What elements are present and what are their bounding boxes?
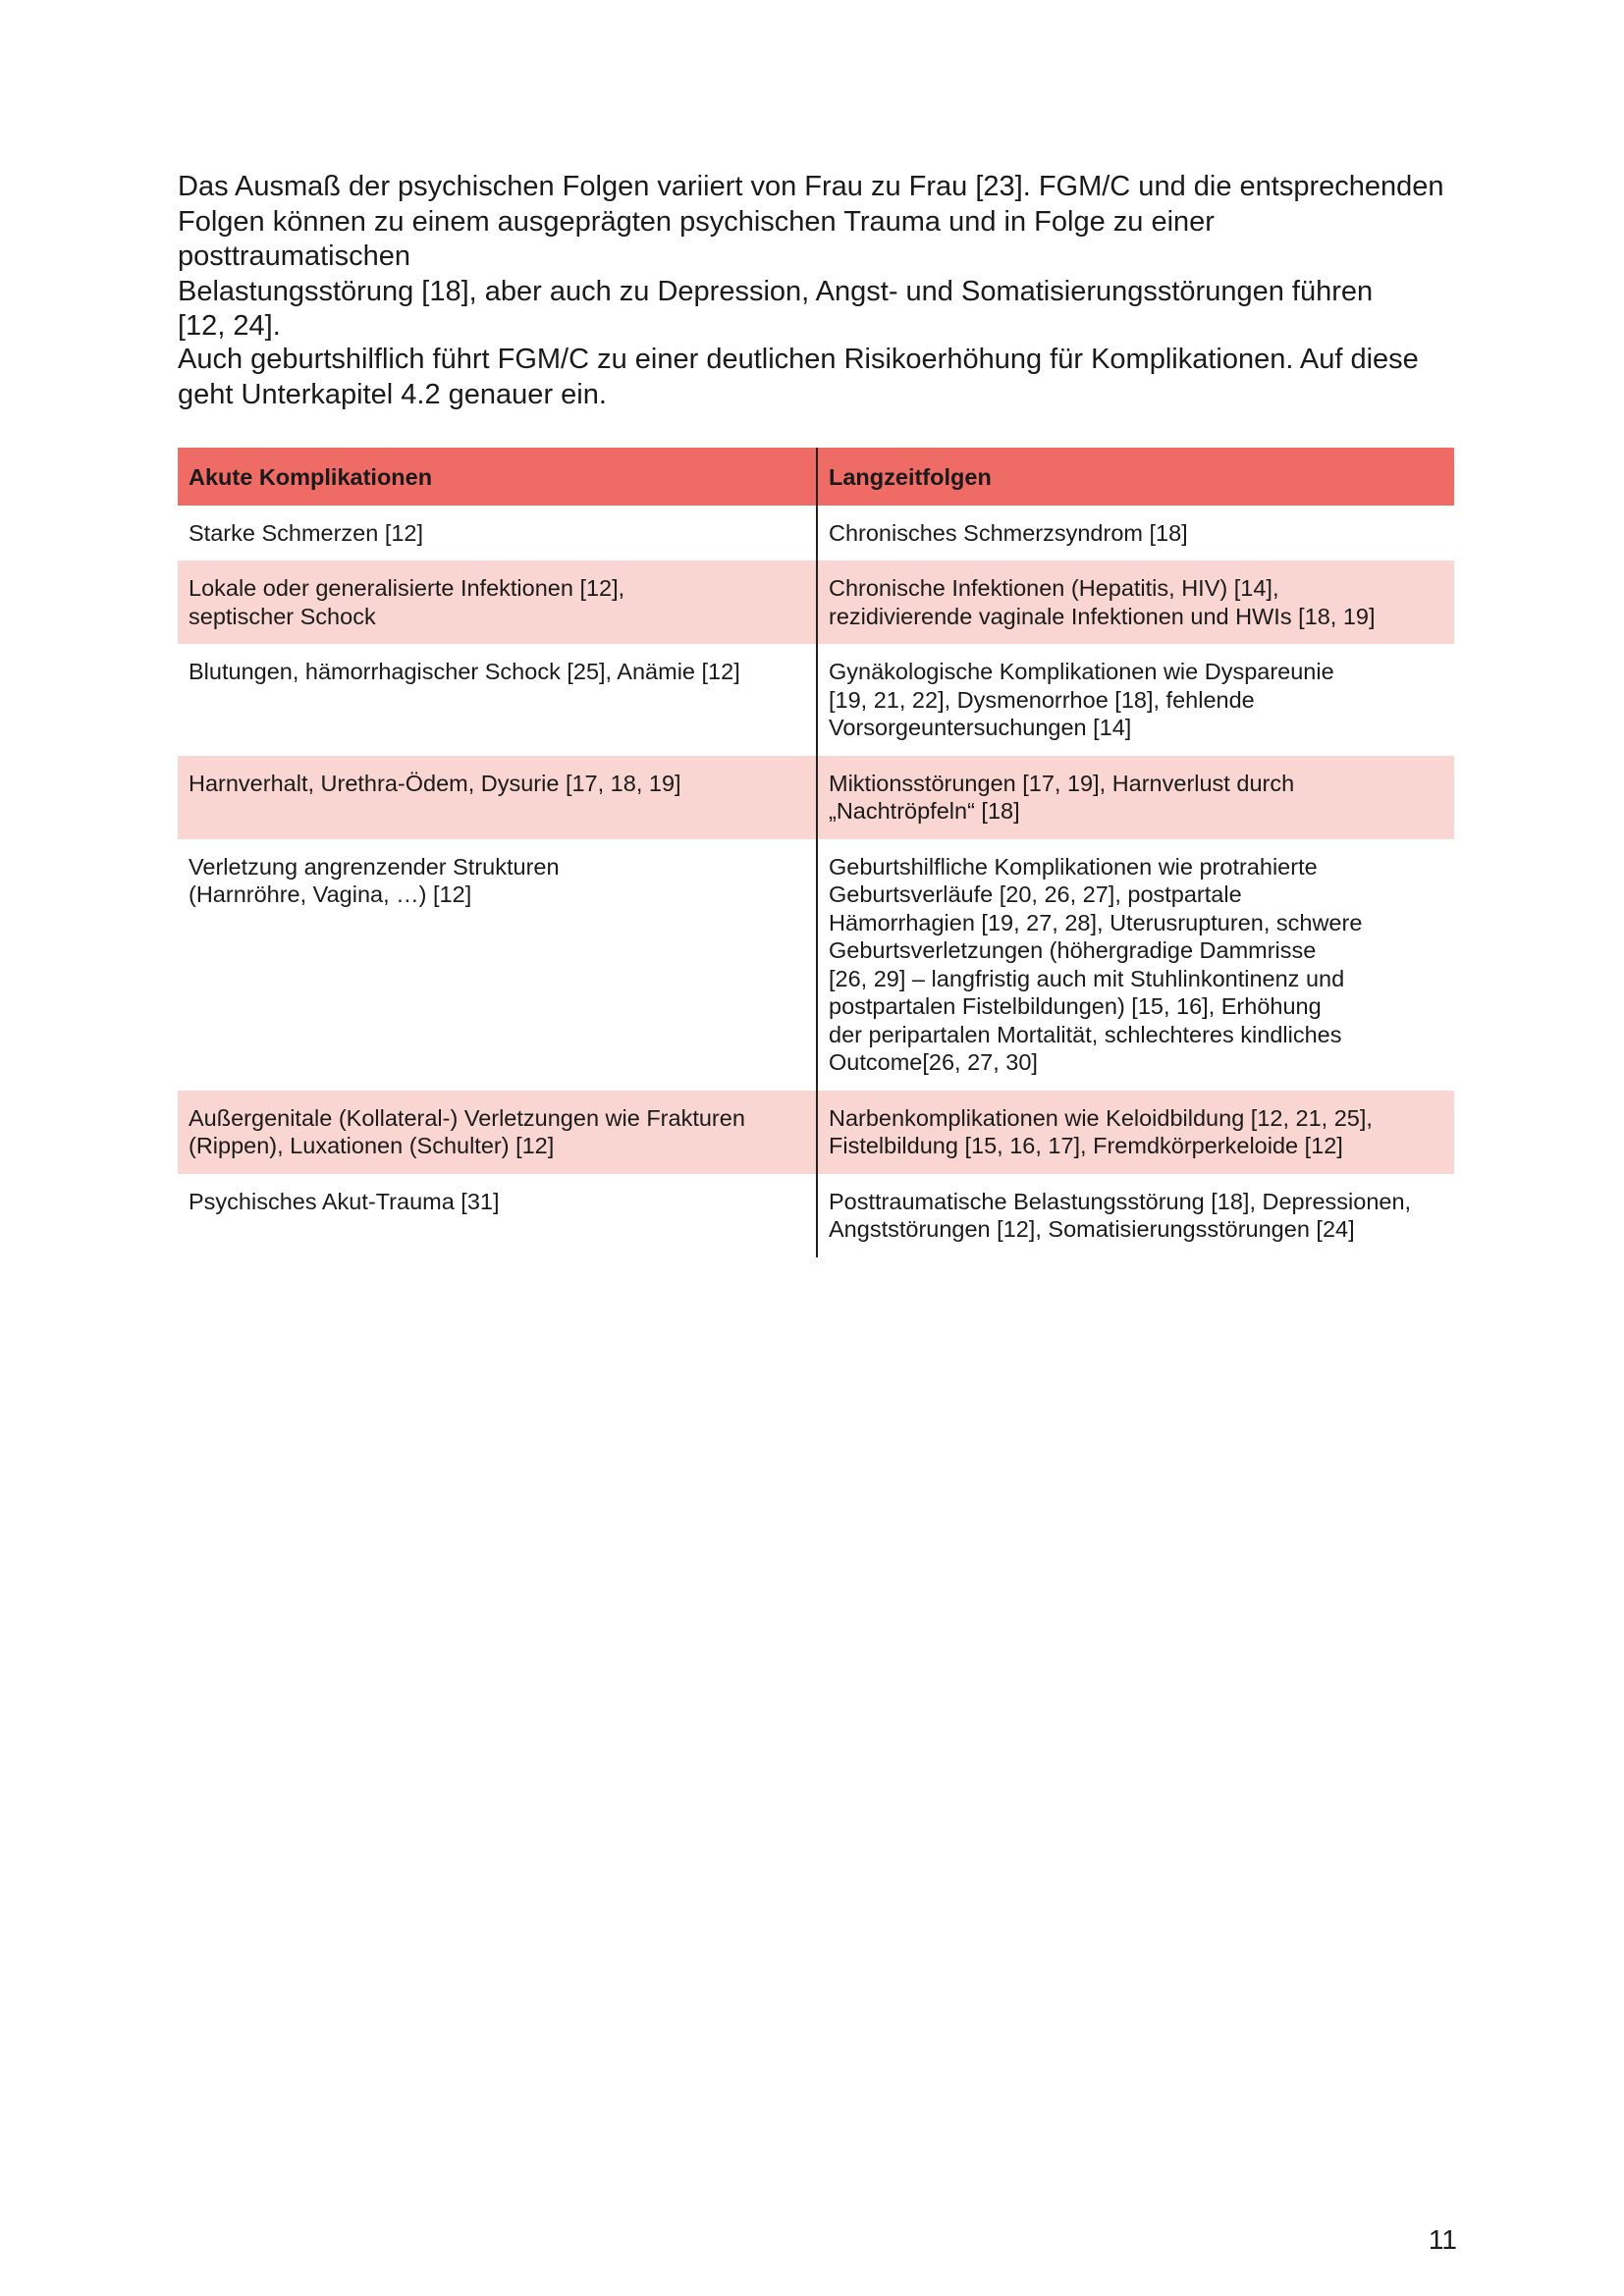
cell-line: Vorsorgeuntersuchungen [14] [829,715,1132,740]
cell-line: Gynäkologische Komplikationen wie Dyspareunie [829,659,1334,684]
cell-line: [19, 21, 22], Dysmenorrhoe [18], fehlende [829,686,1255,713]
table-row [178,756,1454,839]
table-header-row [178,448,1454,506]
text-line: Belastungsstörung [18], aber auch zu Depression, Angst- und Somatisierungsstörungen führen [178,275,1374,307]
paragraph-geburtshilflich [178,343,1454,412]
cell-line: Psychisches Akut-Trauma [31] [189,1188,500,1214]
cell-line: postpartalen Fistelbildungen) [15, 16], Erhöhung [829,993,1322,1019]
cell-akut [178,756,817,839]
cell-akut [178,644,817,756]
cell-line: Posttraumatische Belastungsstörung [18], Depressionen, [829,1188,1412,1214]
cell-langzeit [817,1091,1454,1174]
cell-line: Außergenitale (Kollateral-) Verletzungen wie Frakturen [189,1104,745,1131]
cell-akut [178,561,817,644]
cell-akut [178,1174,817,1257]
table-row [178,506,1454,561]
cell-akut [178,1091,817,1174]
table-row [178,644,1454,756]
cell-line: Fistelbildung [15, 16, 17], Fremdkörperkeloide [12] [829,1133,1343,1158]
table-row [178,1091,1454,1174]
cell-line: Harnverhalt, Urethra-Ödem, Dysurie [17, 18, 19] [189,770,681,796]
cell-line: septischer Schock [189,603,376,629]
cell-line: Verletzung angrenzender Strukturen [189,853,560,880]
text-line: geht Unterkapitel 4.2 genauer ein. [178,378,607,410]
header-akute-komplikationen: Akute Komplikationen [178,448,817,506]
table-row [178,561,1454,644]
cell-line: „Nachtröpfeln“ [18] [829,798,1020,824]
cell-line: der peripartalen Mortalität, schlechteres kindliches [829,1021,1342,1047]
cell-line: rezidivierende vaginale Infektionen und HWIs [18, 19] [829,603,1376,629]
cell-line: (Harnröhre, Vagina, …) [12] [189,881,472,907]
cell-line: Miktionsstörungen [17, 19], Harnverlust durch [829,770,1295,796]
cell-langzeit [817,561,1454,644]
text-line: Das Ausmaß der psychischen Folgen variiert von Frau zu Frau [23]. FGM/C und die entsprechenden [178,171,1444,202]
header-langzeitfolgen: Langzeitfolgen [817,448,1454,506]
cell-line: Outcome[26, 27, 30] [829,1049,1038,1075]
cell-langzeit [817,839,1454,1091]
cell-akut [178,839,817,1091]
cell-langzeit [817,506,1454,561]
cell-line: Geburtshilfliche Komplikationen wie protrahierte [829,853,1318,880]
paragraph-psychische-folgen [178,170,1454,345]
cell-akut [178,506,817,561]
text-line: Folgen können zu einem ausgeprägten psychischen Trauma und in Folge zu einer posttraumatischen [178,205,1215,272]
table-row [178,839,1454,1091]
complications-table [178,448,1454,1257]
text-line: [12, 24]. [178,310,281,342]
cell-line: Geburtsverletzungen (höhergradige Dammrisse [829,937,1317,963]
cell-line: Narbenkomplikationen wie Keloidbildung [12, 21, 25], [829,1104,1373,1131]
cell-langzeit [817,644,1454,756]
cell-line: Chronisches Schmerzsyndrom [18] [829,519,1188,546]
cell-line: Angststörungen [12], Somatisierungsstörungen [24] [829,1216,1355,1242]
text-line: Auch geburtshilflich führt FGM/C zu einer deutlichen Risikoerhöhung für Komplikationen. Auf diese [178,344,1419,375]
page-number: 11 [1428,2224,1457,2255]
cell-line: Chronische Infektionen (Hepatitis, HIV) [14], [829,575,1279,601]
cell-line: Hämorrhagien [19, 27, 28], Uterusrupturen, schwere [829,909,1363,935]
cell-line: Lokale oder generalisierte Infektionen [12], [189,575,625,601]
table-row [178,1174,1454,1257]
cell-langzeit [817,1174,1454,1257]
cell-line: Geburtsverläufe [20, 26, 27], postpartale [829,881,1242,907]
cell-langzeit [817,756,1454,839]
cell-line: [26, 29] – langfristig auch mit Stuhlinkontinenz und [829,965,1345,991]
cell-line: (Rippen), Luxationen (Schulter) [12] [189,1133,555,1158]
cell-line: Blutungen, hämorrhagischer Schock [25], Anämie [12] [189,659,740,684]
cell-line: Starke Schmerzen [12] [189,519,424,546]
